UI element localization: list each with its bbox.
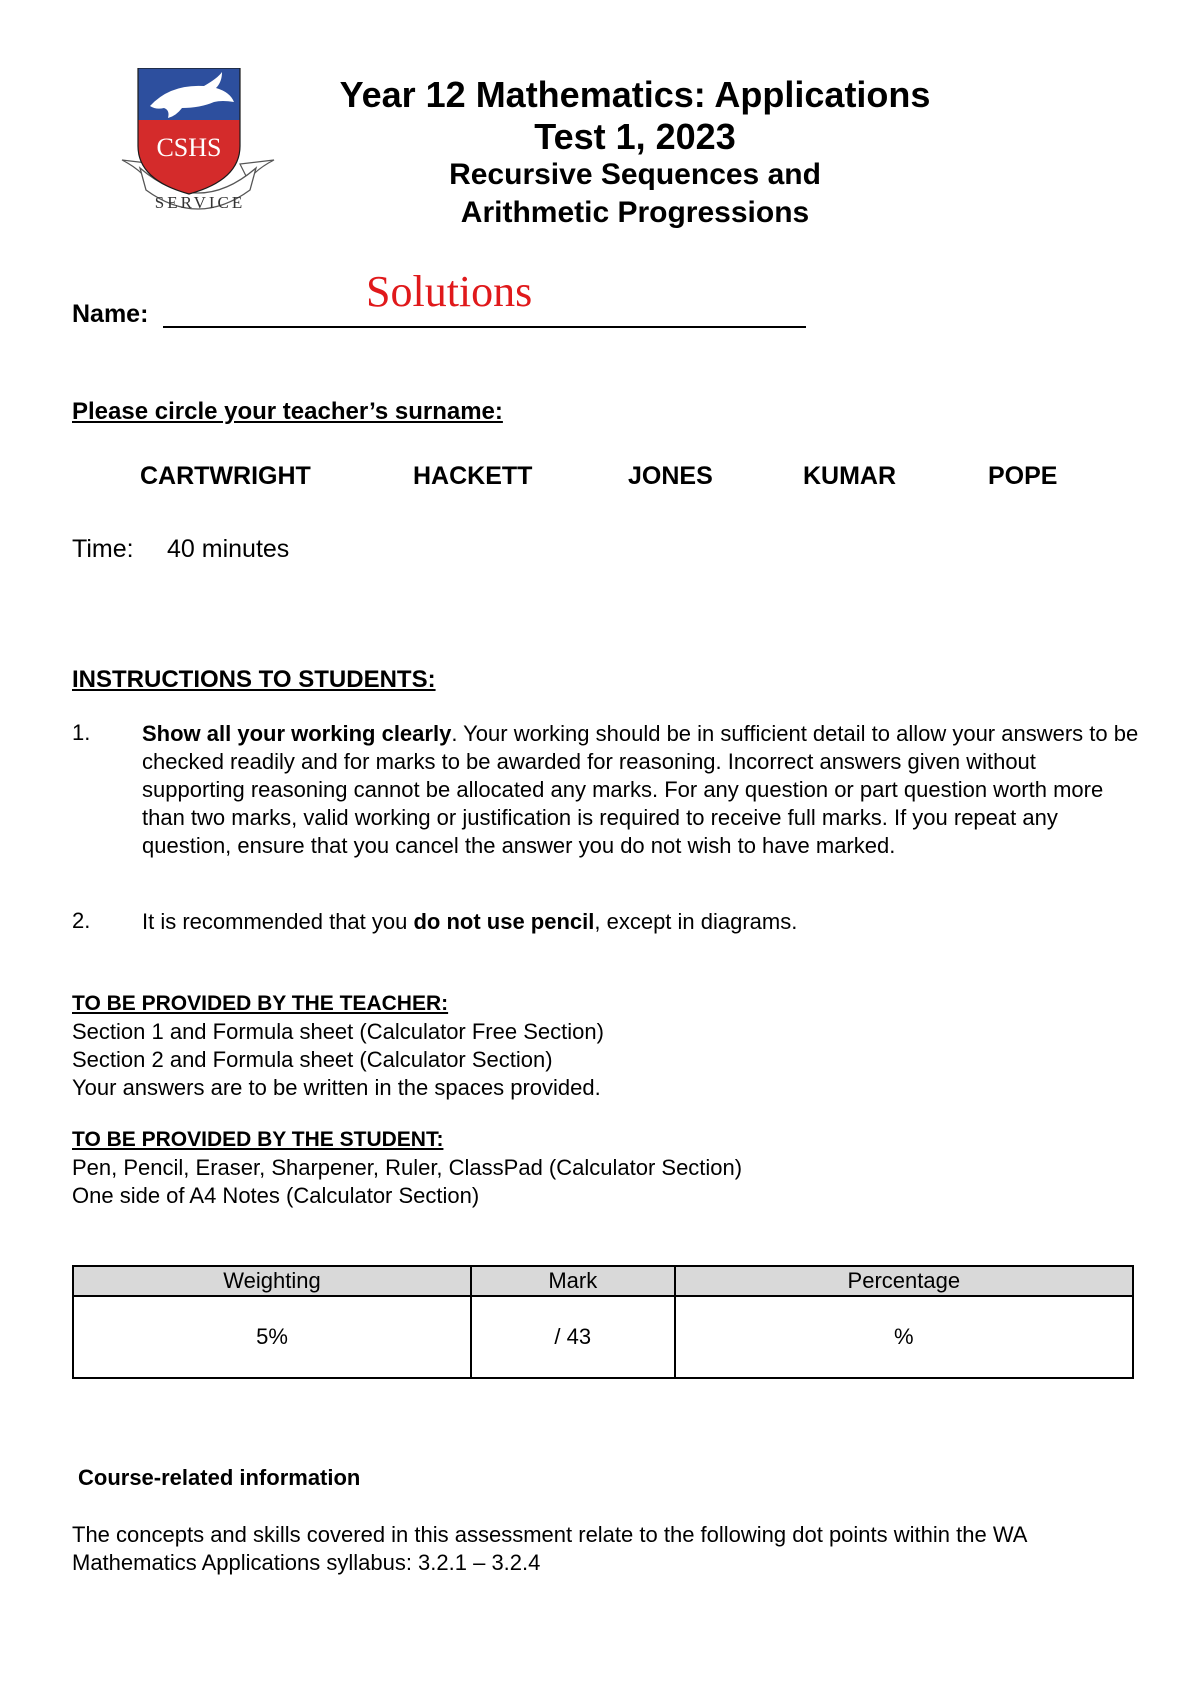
percentage-cell[interactable]: % (675, 1296, 1133, 1378)
student-provided-line: One side of A4 Notes (Calculator Section) (72, 1183, 480, 1208)
instruction-item-1 (142, 720, 1142, 860)
teacher-provided-line: Your answers are to be written in the spaces provided. (72, 1075, 601, 1100)
crest-motto: SERVICE (154, 193, 246, 212)
teacher-provided-line: Section 1 and Formula sheet (Calculator Free Section) (72, 1019, 604, 1044)
instructions-heading: INSTRUCTIONS TO STUDENTS: (72, 666, 436, 693)
instruction-number: 2. (72, 908, 91, 933)
subtitle-line-1: Recursive Sequences and (449, 158, 821, 191)
mark-cell[interactable]: / 43 (471, 1296, 675, 1378)
course-info-heading: Course-related information (78, 1465, 361, 1490)
instruction-item-2 (142, 908, 1142, 936)
teacher-option-pope[interactable]: POPE (988, 462, 1058, 490)
table-header-row (73, 1266, 1133, 1296)
instruction-bold-mid: do not use pencil (413, 909, 595, 934)
teacher-provided-line: Section 2 and Formula sheet (Calculator Section) (72, 1047, 553, 1072)
time-value: 40 minutes (167, 535, 290, 563)
teacher-option-kumar[interactable]: KUMAR (803, 462, 897, 490)
weighting-cell: 5% (73, 1296, 471, 1378)
mark-header: Mark (471, 1266, 675, 1296)
weighting-header: Weighting (73, 1266, 471, 1296)
subtitle-line-2: Arithmetic Progressions (460, 196, 810, 229)
instruction-text-after: , except in diagrams. (594, 909, 798, 934)
name-label: Name: (72, 300, 149, 328)
teacher-select-heading: Please circle your teacher’s surname: (72, 398, 503, 425)
student-provided-line: Pen, Pencil, Eraser, Sharpener, Ruler, ClassPad (Calculator Section) (72, 1155, 743, 1180)
teacher-option-jones[interactable]: JONES (628, 462, 713, 490)
name-field-line[interactable] (163, 326, 806, 328)
instruction-text: . Your working should be in sufficient detail to allow your answers to be checked readily and for marks to be awarded for reasoning. Incorrect answers given without supporting reasoning cannot be allocated any marks. For any question or part question worth more than two marks, valid working or justification is required to receive full marks. If you repeat any question, ensure that you cancel the answer you do not wish to have marked. (142, 721, 1139, 858)
marks-table (72, 1265, 1134, 1379)
teacher-option-hackett[interactable]: HACKETT (413, 462, 533, 490)
page-title: Year 12 Mathematics: Applications (339, 74, 931, 115)
test-title: Test 1, 2023 (534, 116, 736, 157)
course-info-text: The concepts and skills covered in this assessment relate to the following dot points within the WA Mathematics Applications syllabus: 3.2.1 – 3.2.4 (72, 1522, 1027, 1575)
name-field-value: Solutions (366, 267, 533, 316)
time-label: Time: (72, 535, 134, 563)
percentage-header: Percentage (675, 1266, 1133, 1296)
instruction-bold-lead: Show all your working clearly (142, 721, 452, 746)
instruction-text-before: It is recommended that you (142, 909, 414, 934)
table-row (73, 1296, 1133, 1378)
teacher-provided-heading: TO BE PROVIDED BY THE TEACHER: (72, 992, 449, 1015)
crest-letters: CSHS (156, 133, 222, 162)
instruction-number: 1. (72, 720, 91, 745)
teacher-option-cartwright[interactable]: CARTWRIGHT (140, 462, 311, 490)
student-provided-heading: TO BE PROVIDED BY THE STUDENT: (72, 1128, 444, 1151)
